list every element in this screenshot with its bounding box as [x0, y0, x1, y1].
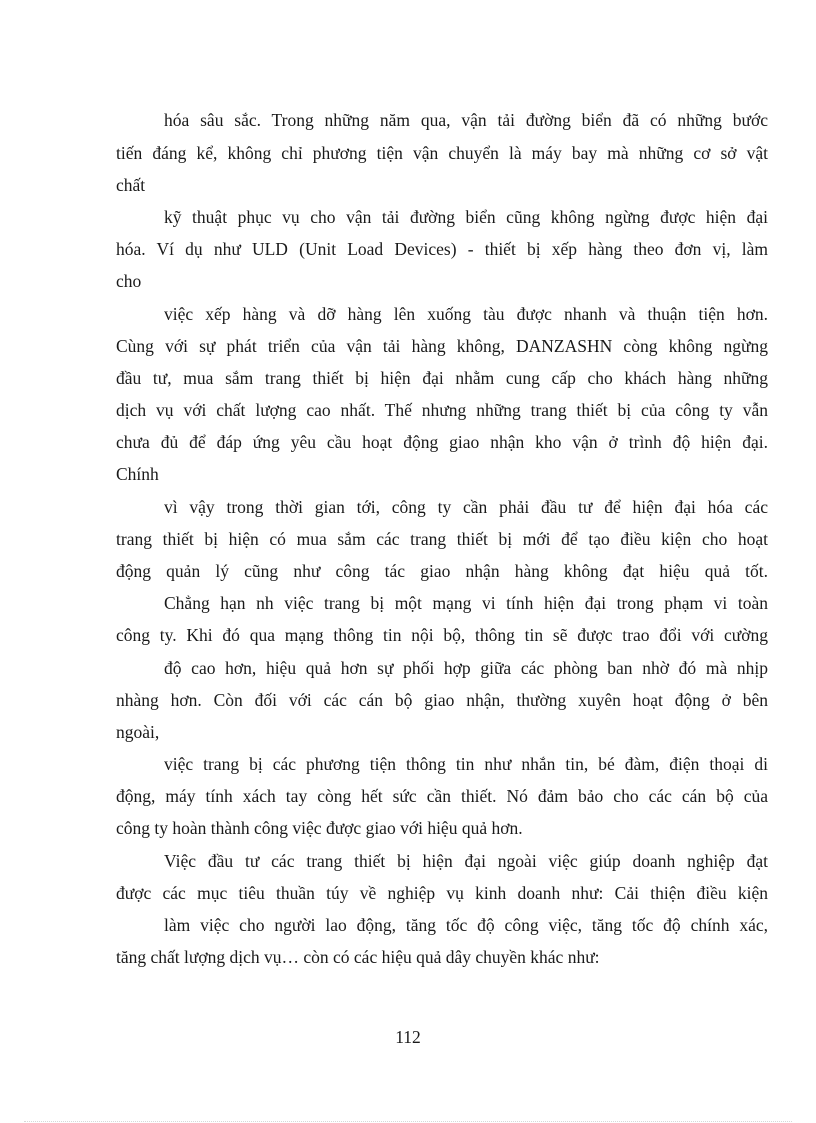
text-line: hóa sâu sắc. Trong những năm qua, vận tải đường biển đã có những bước	[164, 110, 768, 130]
text-line: hóa. Ví dụ như ULD (Unit Load Devices) - thiết bị xếp hàng theo đơn vị, làm	[116, 239, 768, 259]
text-line: nhàng hơn. Còn đối với các cán bộ giao nhận, thường xuyên hoạt động ở bên	[116, 690, 768, 710]
text-line: làm việc cho người lao động, tăng tốc độ công việc, tăng tốc độ chính xác,	[164, 915, 768, 935]
text-line: vì vậy trong thời gian tới, công ty cần phải đầu tư để hiện đại hóa các	[164, 497, 768, 517]
text-line: Việc đầu tư các trang thiết bị hiện đại ngoài việc giúp doanh nghiệp đạt	[164, 851, 768, 871]
text-line: Chẳng hạn nh việc trang bị một mạng vi tính hiện đại trong phạm vi toàn	[164, 593, 768, 613]
text-line: việc xếp hàng và dỡ hàng lên xuống tàu được nhanh và thuận tiện hơn.	[164, 304, 768, 324]
page-bottom-divider	[24, 1121, 792, 1122]
text-line: công ty hoàn thành công việc được giao với hiệu quả hơn.	[116, 818, 523, 838]
text-line: được các mục tiêu thuần túy về nghiệp vụ kinh doanh như: Cải thiện điều kiện	[116, 883, 768, 903]
page-number: 112	[395, 1027, 421, 1047]
text-line: động quản lý cũng như công tác giao nhận hàng không đạt hiệu quả tốt.	[116, 561, 768, 581]
text-line: việc trang bị các phương tiện thông tin như nhắn tin, bé đàm, điện thoại di	[164, 754, 768, 774]
text-line: ngoài,	[116, 722, 160, 742]
text-line: kỹ thuật phục vụ cho vận tải đường biển cũng không ngừng được hiện đại	[164, 207, 768, 227]
text-line: tăng chất lượng dịch vụ… còn có các hiệu quả dây chuyền khác như:	[116, 947, 600, 967]
text-line: chất	[116, 175, 146, 195]
text-line: Chính	[116, 464, 159, 484]
text-line: độ cao hơn, hiệu quả hơn sự phối hợp giữa các phòng ban nhờ đó mà nhịp	[164, 658, 768, 678]
text-line: đầu tư, mua sắm trang thiết bị hiện đại nhằm cung cấp cho khách hàng những	[116, 368, 768, 388]
text-line: tiến đáng kể, không chỉ phương tiện vận chuyển là máy bay mà những cơ sở vật	[116, 143, 768, 163]
text-line: dịch vụ với chất lượng cao nhất. Thế nhưng những trang thiết bị của công ty vẫn	[116, 400, 768, 420]
text-line: Cùng với sự phát triển của vận tải hàng không, DANZASHN còng không ngừng	[116, 336, 768, 356]
text-line: công ty. Khi đó qua mạng thông tin nội bộ, thông tin sẽ được trao đổi với cường	[116, 625, 768, 645]
text-line: chưa đủ để đáp ứng yêu cầu hoạt động giao nhận kho vận ở trình độ hiện đại.	[116, 432, 768, 452]
text-line: động, máy tính xách tay còng hết sức cần thiết. Nó đảm bảo cho các cán bộ của	[116, 786, 768, 806]
text-line: trang thiết bị hiện có mua sắm các trang thiết bị mới để tạo điều kiện cho hoạt	[116, 529, 768, 549]
text-line: cho	[116, 271, 142, 291]
